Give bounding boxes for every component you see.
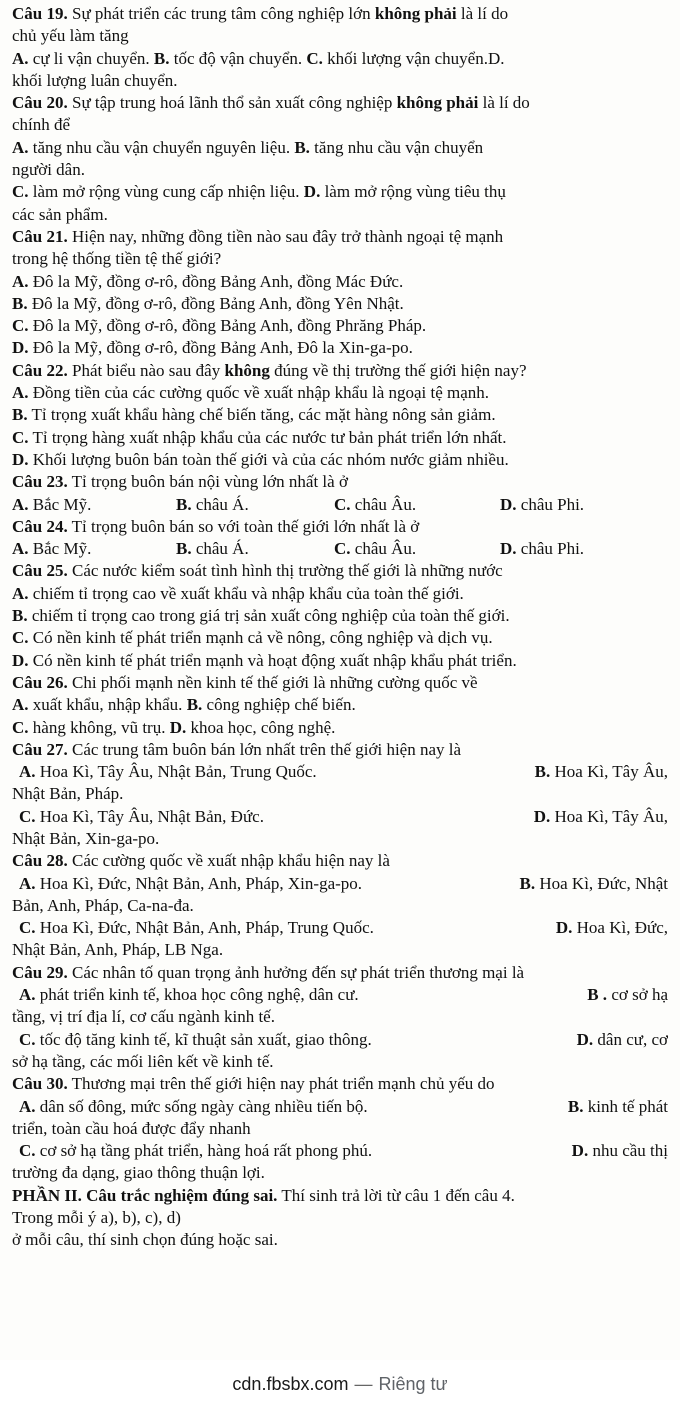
question-21-title-cont: trong hệ thống tiền tệ thế giới? xyxy=(12,249,222,269)
question-28-options-cd xyxy=(12,917,668,939)
question-29-option-b-cont: tầng, vị trí địa lí, cơ cấu ngành kinh tế. xyxy=(12,1007,275,1027)
question-25-title: Câu 25. Các nước kiểm soát tình hình thị trường thế giới là những nước xyxy=(12,561,503,581)
part-2-instruction: Trong mỗi ý a), b), c), d) xyxy=(12,1208,181,1228)
question-26-options-cd: C. hàng không, vũ trụ. D. khoa học, công nghệ. xyxy=(12,717,336,737)
privacy-label: Riêng tư xyxy=(378,1373,448,1394)
question-20-options-cd: C. làm mở rộng vùng cung cấp nhiện liệu. D. làm mở rộng vùng tiêu thụ xyxy=(12,182,506,202)
question-23-option-c: C. châu Âu. xyxy=(334,494,417,514)
footer-separator: — xyxy=(354,1373,373,1394)
question-30-option-b-cont: triển, toàn cầu hoá được đẩy nhanh xyxy=(12,1118,251,1138)
question-27-options-ab xyxy=(12,761,668,783)
question-23-option-a: A. Bắc Mỹ. xyxy=(12,494,92,514)
question-22-option-c: C. Tỉ trọng hàng xuất nhập khẩu của các nước tư bản phát triển lớn nhất. xyxy=(12,427,507,447)
question-30-option-d-cont: trường đa dạng, giao thông thuận lợi. xyxy=(12,1163,265,1183)
question-27-options-cd xyxy=(12,806,668,828)
question-26-title: Câu 26. Chi phối mạnh nền kinh tế thế giới là những cường quốc về xyxy=(12,672,478,692)
question-21-title: Câu 21. Hiện nay, những đồng tiền nào sau đây trở thành ngoại tệ mạnh xyxy=(12,226,504,246)
question-30-option-d: D. nhu cầu thị xyxy=(571,1141,668,1161)
question-27-option-a: A. Hoa Kì, Tây Âu, Nhật Bản, Trung Quốc. xyxy=(19,762,317,782)
part-2-heading: PHẦN II. Câu trắc nghiệm đúng sai. Thí sinh trả lời từ câu 1 đến câu 4. xyxy=(12,1185,515,1205)
question-28-option-a: A. Hoa Kì, Đức, Nhật Bản, Anh, Pháp, Xin-ga-po. xyxy=(19,873,363,893)
question-28-option-d: D. Hoa Kì, Đức, xyxy=(555,918,668,938)
question-23-option-d: D. châu Phi. xyxy=(500,494,585,514)
question-20-option-d-cont: các sản phẩm. xyxy=(12,204,108,224)
question-30-option-c: C. cơ sở hạ tầng phát triển, hàng hoá rất phong phú. xyxy=(19,1141,373,1161)
question-28-option-c: C. Hoa Kì, Đức, Nhật Bản, Anh, Pháp, Trung Quốc. xyxy=(19,918,374,938)
question-30-options-ab xyxy=(12,1096,668,1118)
question-29-option-d: D. dân cư, cơ xyxy=(576,1029,668,1049)
question-25-option-b: B. chiếm tỉ trọng cao trong giá trị sản xuất công nghiệp của toàn thế giới. xyxy=(12,606,510,626)
question-21-option-b: B. Đô la Mỹ, đồng ơ-rô, đồng Bảng Anh, đồng Yên Nhật. xyxy=(12,293,404,313)
question-25-option-a: A. chiếm tỉ trọng cao về xuất khẩu và nhập khẩu của toàn thế giới. xyxy=(12,583,464,603)
question-24-options xyxy=(12,538,668,560)
question-25-option-c: C. Có nền kinh tế phát triển mạnh cả về nông, công nghiệp và dịch vụ. xyxy=(12,628,493,648)
question-24-option-c: C. châu Âu. xyxy=(334,539,417,559)
question-24-option-a: A. Bắc Mỹ. xyxy=(12,539,92,559)
question-20-option-b-cont: người dân. xyxy=(12,160,85,180)
question-19-option-d-cont: khối lượng luân chuyển. xyxy=(12,70,178,90)
question-22-option-a: A. Đồng tiền của các cường quốc về xuất nhập khẩu là ngoại tệ mạnh. xyxy=(12,383,490,403)
question-29-option-a: A. phát triển kinh tế, khoa học công nghệ, dân cư. xyxy=(19,985,359,1005)
question-28-option-b: B. Hoa Kì, Đức, Nhật xyxy=(519,873,668,893)
question-22-option-d: D. Khối lượng buôn bán toàn thế giới và của các nhóm nước giảm nhiều. xyxy=(12,449,509,469)
question-28-option-d-cont: Nhật Bản, Anh, Pháp, LB Nga. xyxy=(12,940,224,960)
question-24-option-b: B. châu Á. xyxy=(176,539,249,559)
question-23-option-b: B. châu Á. xyxy=(176,494,249,514)
question-19-title: Câu 19. Sự phát triển các trung tâm công nghiệp lớn không phải là lí do xyxy=(12,4,509,23)
question-20-title: Câu 20. Sự tập trung hoá lãnh thổ sản xuất công nghiệp không phải là lí do xyxy=(12,93,530,113)
question-23-title: Câu 23. Tỉ trọng buôn bán nội vùng lớn nhất là ở xyxy=(12,472,348,492)
question-29-option-c: C. tốc độ tăng kinh tế, kĩ thuật sản xuất, giao thông. xyxy=(19,1029,372,1049)
question-19-options: A. cự li vận chuyển. B. tốc độ vận chuyển. C. khối lượng vận chuyển.D. xyxy=(12,48,505,68)
question-30-option-a: A. dân số đông, mức sống ngày càng nhiều tiến bộ. xyxy=(19,1096,368,1116)
url-footer-bar xyxy=(0,1360,680,1408)
question-28-options-ab xyxy=(12,873,668,895)
question-29-title: Câu 29. Các nhân tố quan trọng ảnh hưởng đến sự phát triển thương mại là xyxy=(12,962,525,982)
question-19-title-cont: chủ yếu làm tăng xyxy=(12,26,129,46)
question-30-option-b: B. kinh tế phát xyxy=(567,1096,668,1116)
question-21-option-c: C. Đô la Mỹ, đồng ơ-rô, đồng Bảng Anh, đồng Phrăng Pháp. xyxy=(12,316,427,336)
question-30-options-cd xyxy=(12,1140,668,1162)
question-25-option-d: D. Có nền kinh tế phát triển mạnh và hoạt động xuất nhập khẩu phát triển. xyxy=(12,650,517,670)
question-23-options xyxy=(12,494,668,516)
question-27-option-b-cont: Nhật Bản, Pháp. xyxy=(12,784,124,804)
question-29-option-b: B . cơ sở hạ xyxy=(587,985,668,1005)
question-21-option-a: A. Đô la Mỹ, đồng ơ-rô, đồng Bảng Anh, đồng Mác Đức. xyxy=(12,271,404,291)
question-27-title: Câu 27. Các trung tâm buôn bán lớn nhất trên thế giới hiện nay là xyxy=(12,739,462,759)
question-29-options-ab xyxy=(12,984,668,1006)
part-2-instruction-cont: ở mỗi câu, thí sinh chọn đúng hoặc sai. xyxy=(12,1230,278,1250)
question-29-options-cd xyxy=(12,1029,668,1051)
question-21-option-d: D. Đô la Mỹ, đồng ơ-rô, đồng Bảng Anh, Đô la Xin-ga-po. xyxy=(12,338,413,358)
question-28-option-b-cont: Bản, Anh, Pháp, Ca-na-đa. xyxy=(12,895,194,915)
question-26-options-ab: A. xuất khẩu, nhập khẩu. B. công nghiệp chế biến. xyxy=(12,695,356,715)
question-27-option-d: D. Hoa Kì, Tây Âu, xyxy=(533,806,668,826)
question-27-option-b: B. Hoa Kì, Tây Âu, xyxy=(534,762,668,782)
question-22-option-b: B. Tỉ trọng xuất khẩu hàng chế biến tăng, các mặt hàng nông sản giảm. xyxy=(12,405,496,425)
question-27-option-d-cont: Nhật Bản, Xin-ga-po. xyxy=(12,828,160,848)
question-27-option-c: C. Hoa Kì, Tây Âu, Nhật Bản, Đức. xyxy=(19,806,264,826)
question-24-title: Câu 24. Tỉ trọng buôn bán so với toàn thế giới lớn nhất là ở xyxy=(12,516,420,536)
question-24-option-d: D. châu Phi. xyxy=(500,539,585,559)
question-30-title: Câu 30. Thương mại trên thế giới hiện nay phát triển mạnh chủ yếu do xyxy=(12,1074,495,1094)
question-29-option-d-cont: sở hạ tầng, các mối liên kết về kinh tế. xyxy=(12,1051,274,1071)
question-20-title-cont: chính để xyxy=(12,115,71,135)
question-22-title: Câu 22. Phát biểu nào sau đây không đúng về thị trường thế giới hiện nay? xyxy=(12,360,527,380)
question-28-title: Câu 28. Các cường quốc về xuất nhập khẩu hiện nay là xyxy=(12,851,390,871)
source-host-link[interactable]: cdn.fbsbx.com xyxy=(232,1373,349,1394)
question-20-options-ab: A. tăng nhu cầu vận chuyển nguyên liệu. B. tăng nhu cầu vận chuyển xyxy=(12,137,484,157)
